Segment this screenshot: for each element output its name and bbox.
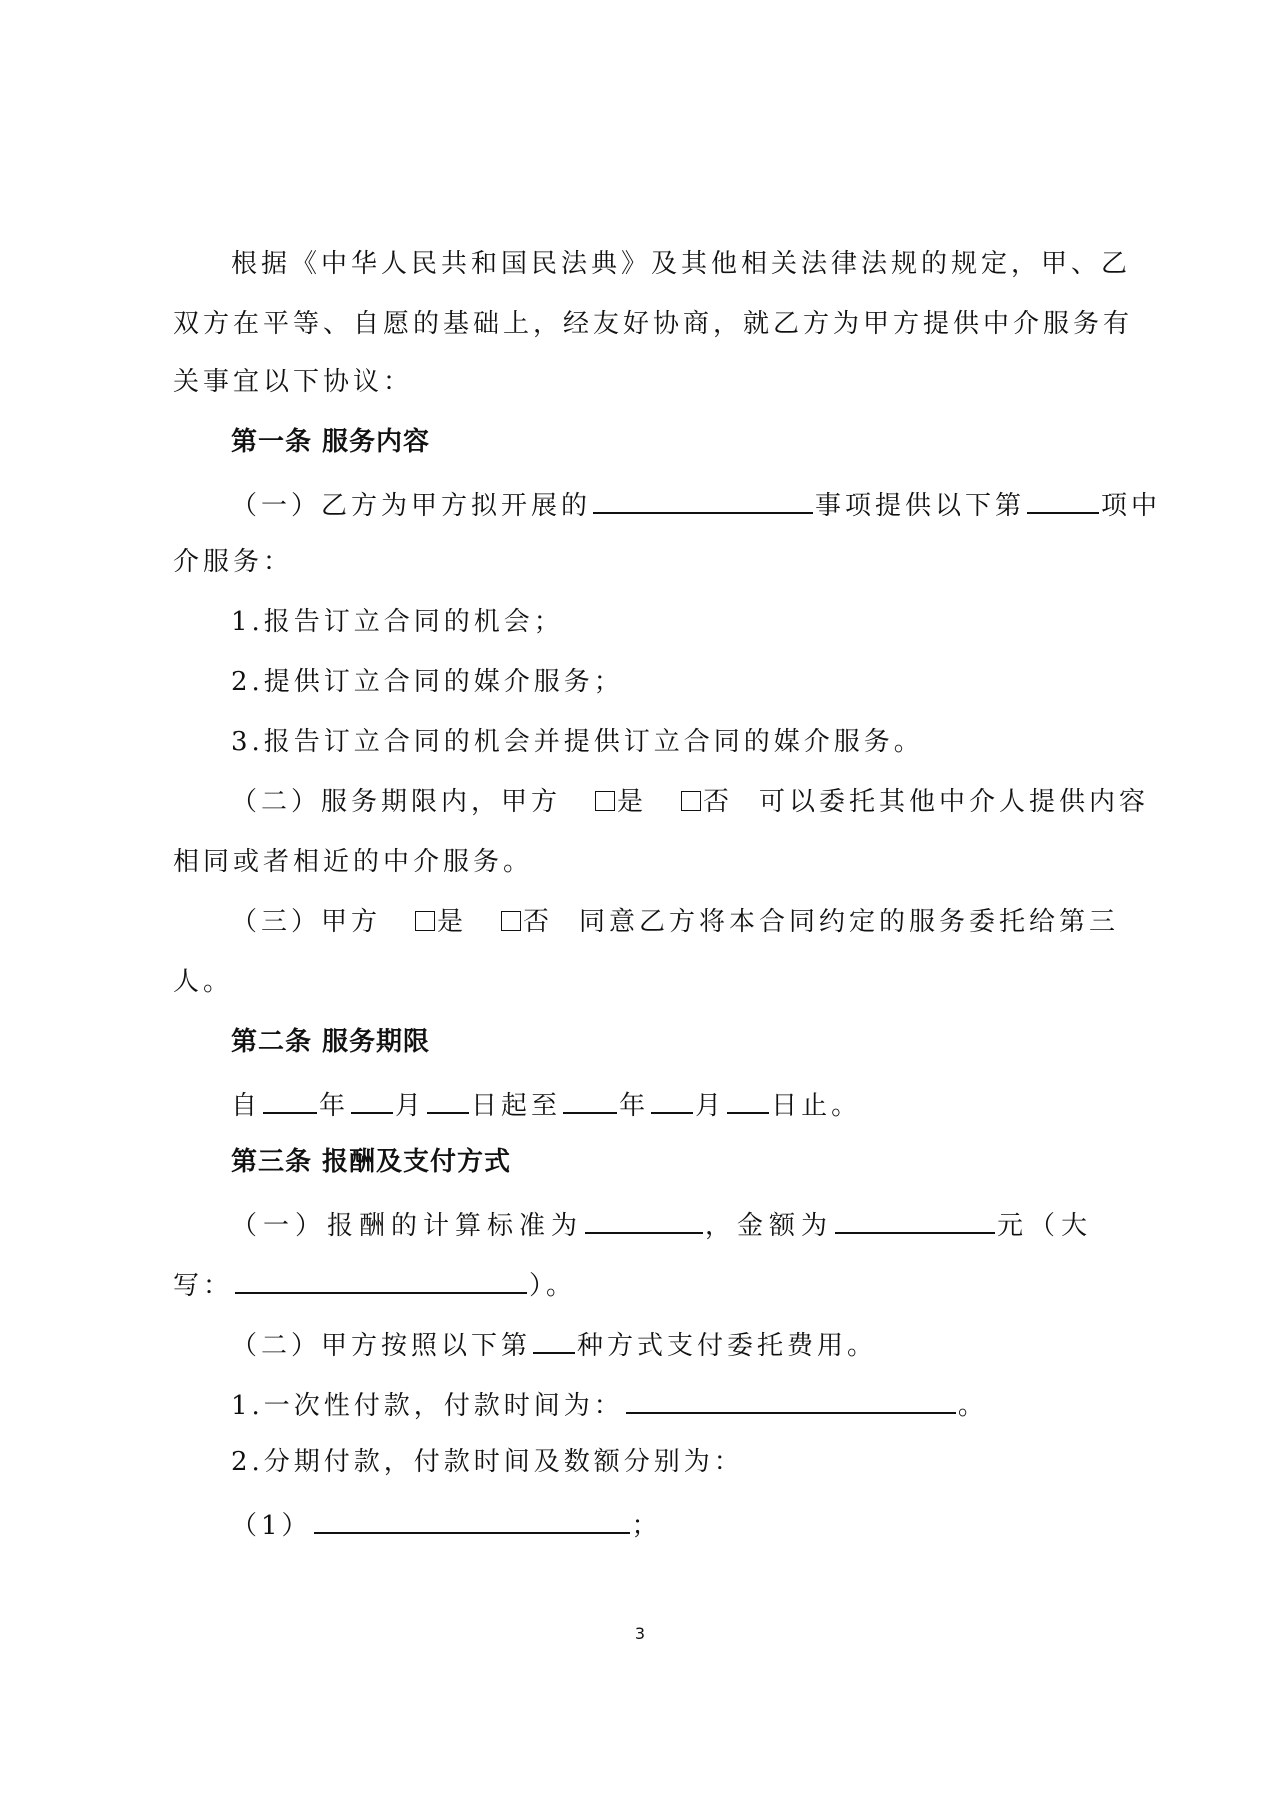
item-number-blank[interactable] [1027,486,1099,514]
text: 日起至 [471,1091,562,1121]
article-1-item-1-cont: 介服务： [173,547,294,577]
checkbox-yes-label: 是 [617,787,648,817]
service-option-2: 2.提供订立合同的媒介服务； [231,667,624,697]
text: 元（大 [997,1211,1094,1241]
text: 1.一次性付款，付款时间为： [231,1391,624,1421]
payment-time-blank[interactable] [626,1386,956,1414]
end-day-blank[interactable] [727,1086,769,1114]
installment-1 [231,1506,1280,1542]
text: ）。 [529,1271,577,1301]
fee-standard-blank[interactable] [585,1206,703,1234]
amount-in-words-blank[interactable] [235,1266,527,1294]
end-year-blank[interactable] [563,1086,617,1114]
installment-1-blank[interactable] [314,1506,630,1534]
start-year-blank[interactable] [263,1086,317,1114]
amount-blank[interactable] [835,1206,995,1234]
text: 月 [695,1091,726,1121]
end-month-blank[interactable] [651,1086,693,1114]
text: 同意乙方将本合同约定的服务委托给第三 [579,907,1120,937]
checkbox-no[interactable] [501,911,521,931]
text: （三）甲方 [231,907,382,937]
text: 种方式支付委托费用。 [577,1331,878,1361]
article-2-heading: 第二条 服务期限 [231,1027,431,1057]
text: 事项提供以下第 [815,491,1026,521]
service-option-3: 3.报告订立合同的机会并提供订立合同的媒介服务。 [231,727,924,757]
preamble-line-2: 双方在平等、自愿的基础上，经友好协商，就乙方为甲方提供中介服务有 [173,309,1134,339]
service-period-line [231,1086,1280,1122]
checkbox-yes[interactable] [595,791,615,811]
payment-option-2: 2.分期付款，付款时间及数额分别为： [231,1447,744,1477]
start-month-blank[interactable] [351,1086,393,1114]
article-3-item-1 [231,1206,1280,1242]
text: （1） [231,1511,312,1541]
text: 。 [957,1391,988,1421]
service-option-1: 1.报告订立合同的机会； [231,607,564,637]
article-1-item-2 [231,786,1280,818]
text: 月 [395,1091,426,1121]
text: 项中 [1101,491,1162,521]
text: （一）报酬的计算标准为 [231,1211,584,1241]
text: （一）乙方为甲方拟开展的 [231,491,592,521]
text: （二）服务期限内，甲方 [231,787,562,817]
text: 写： [173,1271,234,1301]
checkbox-no-label: 否 [523,907,554,937]
article-3-heading: 第三条 报酬及支付方式 [231,1147,512,1177]
checkbox-no[interactable] [681,791,701,811]
article-1-item-2-cont: 相同或者相近的中介服务。 [173,847,534,877]
payment-option-1 [231,1386,1280,1422]
text: 年 [319,1091,350,1121]
text: ，金额为 [705,1211,834,1241]
text: 年 [619,1091,650,1121]
article-3-item-2 [231,1326,1280,1362]
text: （二）甲方按照以下第 [231,1331,532,1361]
article-1-item-1 [231,486,1280,522]
page-number: 3 [634,1624,646,1643]
checkbox-yes-label: 是 [437,907,468,937]
checkbox-yes[interactable] [415,911,435,931]
text: ； [631,1511,662,1541]
article-3-item-1-cont [173,1266,1280,1302]
text: 日止。 [771,1091,862,1121]
text: 可以委托其他中介人提供内容 [759,787,1150,817]
preamble-line-3: 关事宜以下协议： [173,367,414,397]
text: 自 [231,1091,262,1121]
preamble-line-1: 根据《中华人民共和国民法典》及其他相关法律法规的规定，甲、乙 [231,249,1132,279]
payment-method-blank[interactable] [533,1326,575,1354]
article-1-item-3 [231,906,1280,938]
article-1-item-3-cont: 人。 [173,967,234,997]
article-1-heading: 第一条 服务内容 [231,427,431,457]
matter-blank[interactable] [593,486,813,514]
start-day-blank[interactable] [427,1086,469,1114]
checkbox-no-label: 否 [703,787,734,817]
